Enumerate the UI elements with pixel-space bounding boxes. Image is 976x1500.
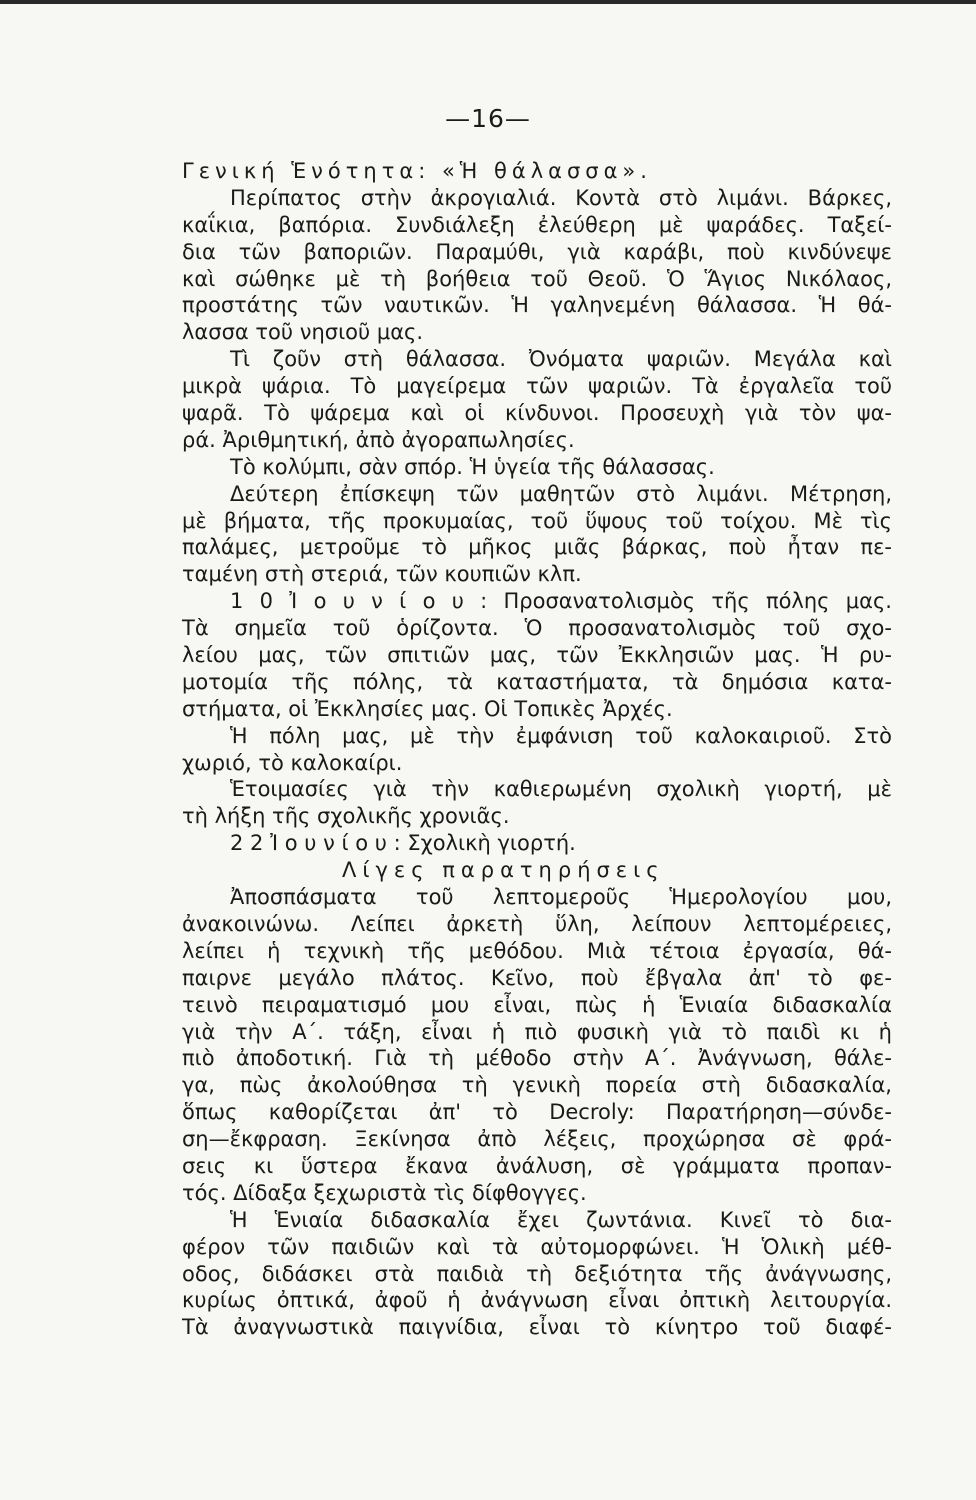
text-line: σεις κι ὕστερα ἔκανα ἀνάλυση, σὲ γράμματα προπαν- bbox=[182, 1153, 892, 1178]
text-line: λείου μας, τῶν σπιτιῶν μας, τῶν Ἐκκλησιῶν μας. Ἡ ρυ- bbox=[182, 643, 892, 668]
text-line: δια τῶν βαποριῶν. Παραμύθι, γιὰ καράβι, ποὺ κινδύνεψε bbox=[182, 239, 892, 264]
text-line: Δεύτερη ἐπίσκεψη τῶν μαθητῶν στὸ λιμάνι. Μέτρηση, bbox=[230, 481, 892, 506]
body-text bbox=[182, 158, 892, 1341]
text-line: κυρίως ὀπτικά, ἀφοῦ ἡ ἀνάγνωση εἶναι ὀπτικὴ λειτουργία. bbox=[182, 1288, 892, 1313]
text-line: ση—ἔκφραση. Ξεκίνησα ἀπὸ λέξεις, προχώρησα σὲ φρά- bbox=[182, 1127, 892, 1152]
text-line: φέρον τῶν παιδιῶν καὶ τὰ αὐτομορφώνει. Ἡ Ὁλικὴ μέθ- bbox=[182, 1234, 892, 1259]
text-line: Τὶ ζοῦν στὴ θάλασσα. Ὀνόματα ψαριῶν. Μεγάλα καὶ bbox=[230, 347, 892, 372]
text-line: παλάμες, μετροῦμε τὸ μῆκος μιᾶς βάρκας, ποὺ ἦταν πε- bbox=[182, 535, 892, 560]
text-line: τεινὸ πειραματισμό μου εἶναι, πὼς ἡ Ἑνιαία διδασκαλία bbox=[182, 992, 892, 1017]
subsection-heading: Λίγες παρατηρήσεις bbox=[342, 858, 665, 883]
text-line: γιὰ τὴν Α΄. τάξη, εἶναι ἡ πιὸ φυσικὴ γιὰ τὸ παιδὶ κι ἡ bbox=[182, 1019, 892, 1044]
text-line: τὴ λήξη τῆς σχολικῆς χρονιᾶς. bbox=[182, 804, 510, 829]
text-line: γα, πὼς ἀκολούθησα τὴ γενικὴ πορεία στὴ διδασκαλία, bbox=[182, 1073, 892, 1098]
text-line: ὅπως καθορίζεται ἀπ' τὸ Decroly: Παρατήρηση—σύνδε- bbox=[182, 1100, 892, 1125]
text-line: Τὸ κολύμπι, σὰν σπόρ. Ἡ ὑγεία τῆς θάλασσας. bbox=[230, 454, 715, 479]
text-line: Περίπατος στὴν ἀκρογιαλιά. Κοντὰ στὸ λιμάνι. Βάρκες, bbox=[230, 185, 892, 210]
text-line: Ἡ πόλη μας, μὲ τὴν ἐμφάνιση τοῦ καλοκαιριοῦ. Στὸ bbox=[230, 723, 892, 748]
text-line: ἀνακοινώνω. Λείπει ἀρκετὴ ὕλη, λείπουν λεπτομέρειες, bbox=[182, 911, 892, 936]
text-line: Ἑτοιμασίες γιὰ τὴν καθιερωμένη σχολικὴ γιορτή, μὲ bbox=[230, 777, 892, 802]
text-line: προστάτης τῶν ναυτικῶν. Ἡ γαληνεμένη θάλασσα. Ἡ θά- bbox=[182, 293, 892, 318]
text-line: 1 0 Ἰ ο υ ν ί ο υ : Προσανατολισμὸς τῆς πόλης μας. bbox=[230, 589, 892, 614]
text-line: χωριό, τὸ καλοκαίρι. bbox=[182, 750, 403, 775]
text-line: καΐκια, βαπόρια. Συνδιάλεξη ἐλεύθερη μὲ ψαράδες. Ταξεί- bbox=[182, 212, 892, 237]
text-line: οδος, διδάσκει στὰ παιδιὰ τὴ δεξιότητα τῆς ἀνάγνωσης, bbox=[182, 1261, 892, 1286]
text-line: καὶ σώθηκε μὲ τὴ βοήθεια τοῦ Θεοῦ. Ὁ Ἅγιος Νικόλαος, bbox=[182, 266, 892, 291]
text-line: στήματα, οἱ Ἐκκλησίες μας. Οἱ Τοπικὲς Ἀρχές. bbox=[182, 696, 673, 721]
text-line: μὲ βήματα, τῆς προκυμαίας, τοῦ ὕψους τοῦ τοίχου. Μὲ τὶς bbox=[182, 508, 892, 533]
text-line: Ἀποσπάσματα τοῦ λεπτομεροῦς Ἡμερολογίου μου, bbox=[230, 885, 892, 910]
text-line: 2 2 Ἰ ο υ ν ί ο υ : Σχολικὴ γιορτή. bbox=[230, 831, 576, 856]
text-line: ταμένη στὴ στεριά, τῶν κουπιῶν κλπ. bbox=[182, 562, 582, 587]
text-line: λείπει ἡ τεχνικὴ τῆς μεθόδου. Μιὰ τέτοια ἐργασία, θά- bbox=[182, 938, 892, 963]
text-line: λασσα τοῦ νησιοῦ μας. bbox=[182, 320, 424, 345]
section-heading: Γενική Ἑνότητα: «Ἡ θάλασσα». bbox=[182, 159, 652, 183]
text-line: Ἡ Ἑνιαία διδασκαλία ἔχει ζωντάνια. Κινεῖ τὸ δια- bbox=[230, 1207, 892, 1232]
text-line: παιρνε μεγάλο πλάτος. Κεῖνο, ποὺ ἔβγαλα ἀπ' τὸ φε- bbox=[182, 965, 892, 990]
page-top-border bbox=[0, 0, 976, 4]
text-line: μικρὰ ψάρια. Τὸ μαγείρεμα τῶν ψαριῶν. Τὰ ἐργαλεῖα τοῦ bbox=[182, 374, 892, 399]
text-line: Τὰ ἀναγνωστικὰ παιγνίδια, εἶναι τὸ κίνητρο τοῦ διαφέ- bbox=[182, 1315, 892, 1340]
text-line: πιὸ ἀποδοτική. Γιὰ τὴ μέθοδο στὴν Α΄. Ἀνάγνωση, θάλε- bbox=[182, 1046, 892, 1071]
text-line: ψαρᾶ. Τὸ ψάρεμα καὶ οἱ κίνδυνοι. Προσευχὴ γιὰ τὸν ψα- bbox=[182, 401, 892, 426]
text-line: μοτομία τῆς πόλης, τὰ καταστήματα, τὰ δημόσια κατα- bbox=[182, 669, 892, 694]
text-line: Τὰ σημεῖα τοῦ ὁρίζοντα. Ὁ προσανατολισμὸς τοῦ σχο- bbox=[182, 616, 892, 641]
text-line: τός. Δίδαξα ξεχωριστὰ τὶς δίφθογγες. bbox=[182, 1180, 587, 1205]
page-number: —16— bbox=[445, 104, 531, 133]
text-line: ρά. Ἀριθμητική, ἀπὸ ἀγοραπωλησίες. bbox=[182, 427, 575, 452]
